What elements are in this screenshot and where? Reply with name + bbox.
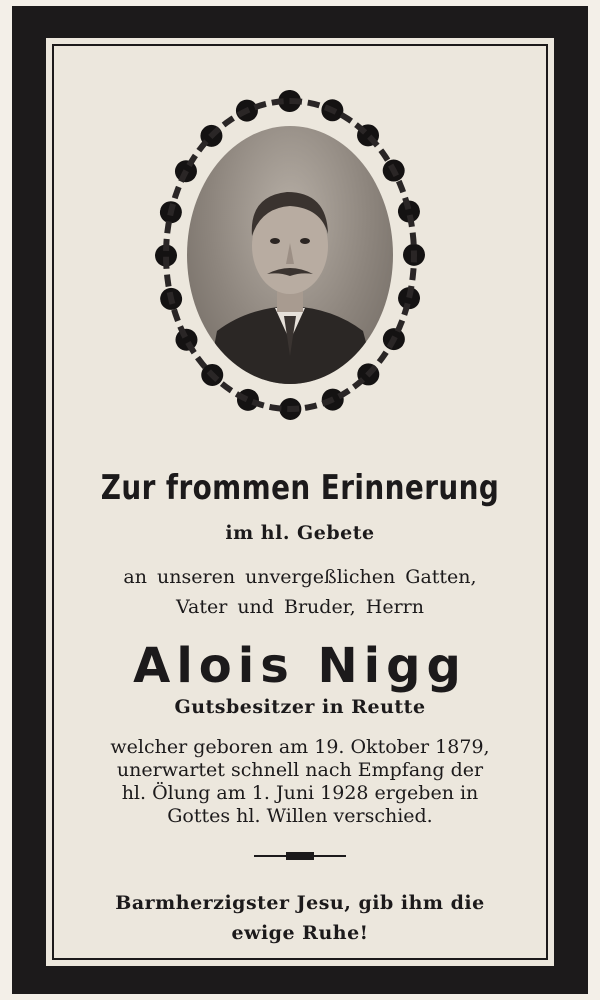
body-line: welcher geboren am 19. Oktober 1879,	[110, 736, 490, 758]
man-portrait-icon	[187, 126, 393, 384]
prayer-line-2: ewige Ruhe!	[231, 922, 369, 944]
intro-line-1: an unseren unvergeßlichen Gatten,	[123, 566, 477, 588]
heading: Zur frommen Erinnerung	[100, 468, 500, 508]
intro-line-2: Vater und Bruder, Herrn	[176, 596, 424, 618]
body-line: hl. Ölung am 1. Juni 1928 ergeben in	[121, 782, 479, 804]
divider-ornament	[286, 852, 314, 860]
occupation: Gutsbesitzer in Reutte	[174, 696, 426, 718]
subheading: im hl. Gebete	[225, 522, 375, 544]
portrait-photo	[187, 126, 393, 384]
body-line: Gottes hl. Willen verschied.	[167, 805, 433, 827]
deceased-name: Alois Nigg	[133, 638, 467, 694]
prayer-line-1: Barmherzigster Jesu, gib ihm die	[115, 892, 485, 914]
body-line: unerwartet schnell nach Empfang der	[116, 759, 484, 781]
biography-text	[60, 736, 540, 828]
portrait-frame	[155, 90, 425, 420]
prayer	[50, 888, 550, 948]
